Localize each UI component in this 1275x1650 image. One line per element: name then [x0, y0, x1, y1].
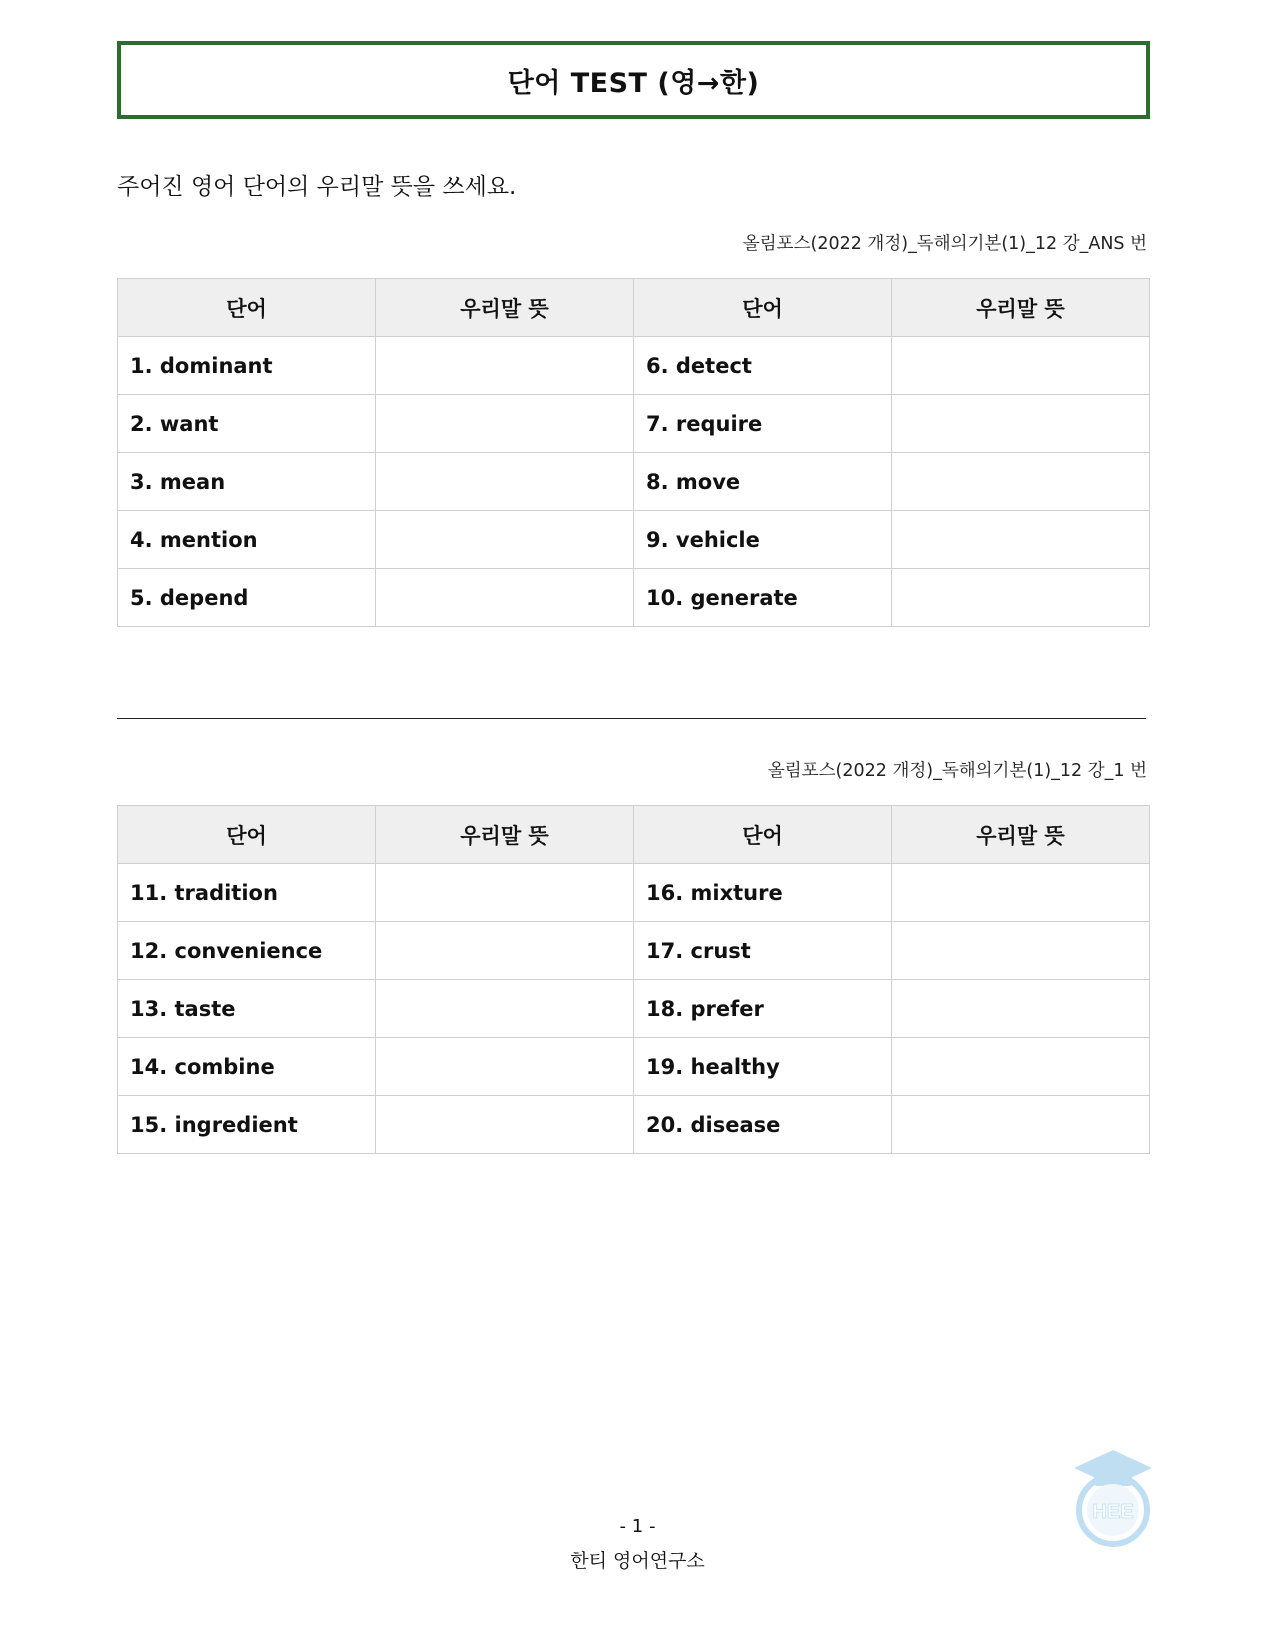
header-meaning: 우리말 뜻	[376, 806, 634, 864]
answer-cell[interactable]	[892, 337, 1150, 395]
table-header-row	[118, 279, 1150, 337]
answer-cell[interactable]	[892, 980, 1150, 1038]
page-number: - 1 -	[619, 1516, 656, 1537]
table-row	[118, 569, 1150, 627]
answer-cell[interactable]	[376, 922, 634, 980]
answer-cell[interactable]	[376, 395, 634, 453]
answer-cell[interactable]	[892, 453, 1150, 511]
answer-cell[interactable]	[892, 864, 1150, 922]
header-meaning: 우리말 뜻	[892, 279, 1150, 337]
answer-cell[interactable]	[376, 864, 634, 922]
word-cell: 5. depend	[118, 569, 376, 627]
graduation-cap-icon	[1074, 1450, 1152, 1486]
table-row	[118, 395, 1150, 453]
answer-cell[interactable]	[892, 569, 1150, 627]
word-cell: 18. prefer	[634, 980, 892, 1038]
word-cell: 2. want	[118, 395, 376, 453]
answer-cell[interactable]	[892, 1038, 1150, 1096]
footer-organization: 한티 영어연구소	[570, 1550, 705, 1572]
word-cell: 3. mean	[118, 453, 376, 511]
word-cell: 14. combine	[118, 1038, 376, 1096]
table-row	[118, 511, 1150, 569]
answer-cell[interactable]	[892, 1096, 1150, 1154]
table-row	[118, 864, 1150, 922]
word-cell: 20. disease	[634, 1096, 892, 1154]
word-cell: 16. mixture	[634, 864, 892, 922]
word-cell: 9. vehicle	[634, 511, 892, 569]
header-word: 단어	[118, 279, 376, 337]
word-cell: 1. dominant	[118, 337, 376, 395]
word-cell: 4. mention	[118, 511, 376, 569]
word-cell: 7. require	[634, 395, 892, 453]
answer-cell[interactable]	[892, 395, 1150, 453]
section-2-source: 올림포스(2022 개정)_독해의기본(1)_12 강_1 번	[767, 761, 1147, 781]
word-cell: 12. convenience	[118, 922, 376, 980]
answer-cell[interactable]	[376, 980, 634, 1038]
vocab-table-1	[117, 278, 1150, 627]
page-title: 단어 TEST (영→한)	[507, 67, 760, 99]
table-row	[118, 922, 1150, 980]
word-cell: 6. detect	[634, 337, 892, 395]
word-cell: 17. crust	[634, 922, 892, 980]
logo-text: HEE	[1092, 1501, 1134, 1523]
header-word: 단어	[118, 806, 376, 864]
section-divider	[117, 718, 1146, 719]
answer-cell[interactable]	[376, 569, 634, 627]
word-cell: 13. taste	[118, 980, 376, 1038]
table-header-row	[118, 806, 1150, 864]
answer-cell[interactable]	[892, 511, 1150, 569]
table-row	[118, 1038, 1150, 1096]
answer-cell[interactable]	[376, 511, 634, 569]
answer-cell[interactable]	[376, 1096, 634, 1154]
table-row	[118, 980, 1150, 1038]
vocab-table-2	[117, 805, 1150, 1154]
table-row	[118, 337, 1150, 395]
word-cell: 8. move	[634, 453, 892, 511]
section-1-source: 올림포스(2022 개정)_독해의기본(1)_12 강_ANS 번	[742, 234, 1147, 254]
word-cell: 11. tradition	[118, 864, 376, 922]
header-meaning: 우리말 뜻	[376, 279, 634, 337]
word-cell: 15. ingredient	[118, 1096, 376, 1154]
answer-cell[interactable]	[892, 922, 1150, 980]
answer-cell[interactable]	[376, 1038, 634, 1096]
answer-cell[interactable]	[376, 453, 634, 511]
header-word: 단어	[634, 279, 892, 337]
header-meaning: 우리말 뜻	[892, 806, 1150, 864]
answer-cell[interactable]	[376, 337, 634, 395]
word-cell: 10. generate	[634, 569, 892, 627]
header-word: 단어	[634, 806, 892, 864]
word-cell: 19. healthy	[634, 1038, 892, 1096]
title-box	[117, 41, 1150, 119]
table-row	[118, 453, 1150, 511]
instruction-text: 주어진 영어 단어의 우리말 뜻을 쓰세요.	[117, 174, 517, 200]
table-row	[118, 1096, 1150, 1154]
